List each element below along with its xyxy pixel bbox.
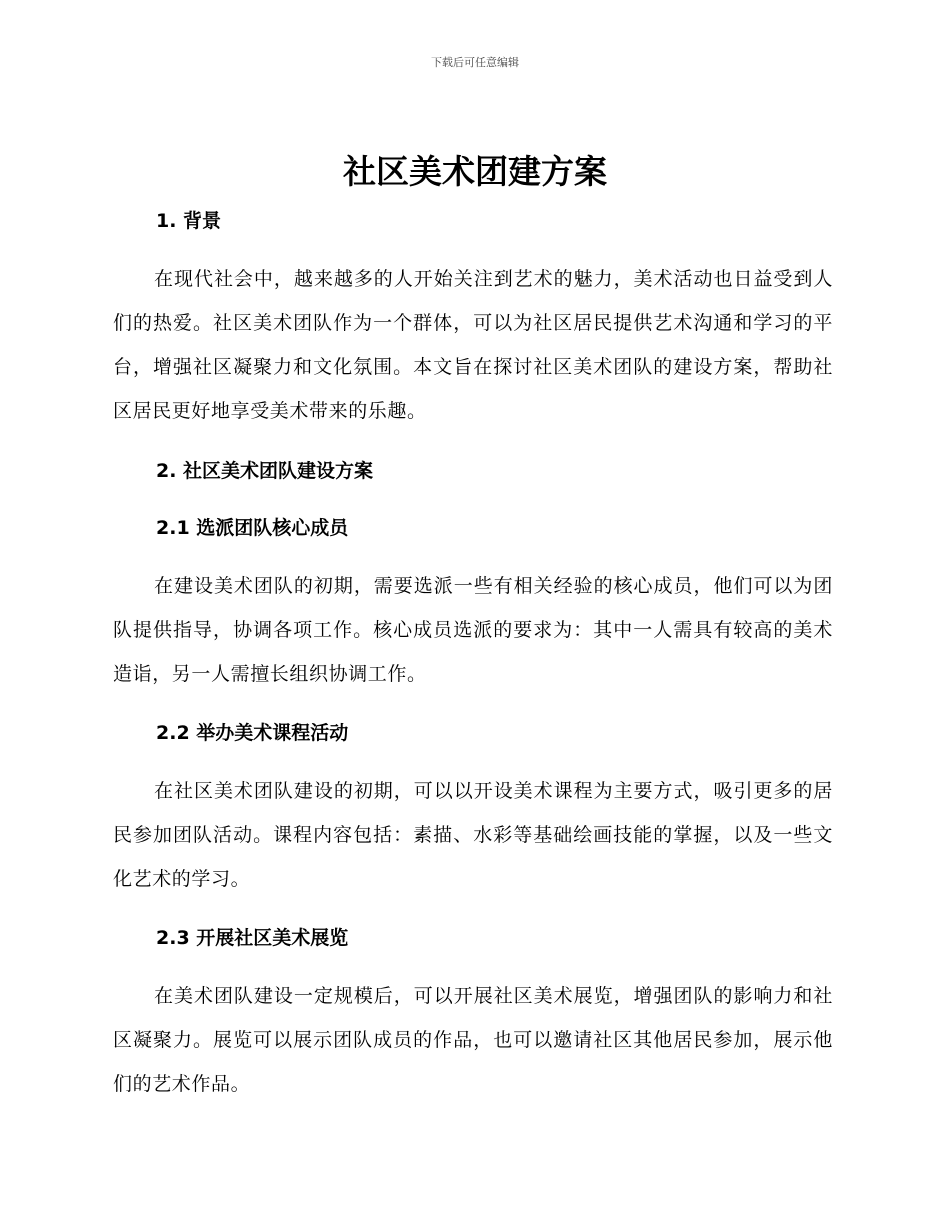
- paragraph-courses: 在社区美术团队建设的初期，可以以开设美术课程为主要方式，吸引更多的居民参加团队活动。课程内容包括：素描、水彩等基础绘画技能的掌握，以及一些文化艺术的学习。: [113, 780, 833, 890]
- document-title: 社区美术团建方案: [343, 152, 607, 191]
- heading-exhibition: 2.3 开展社区美术展览: [156, 927, 349, 949]
- paragraph-background: 在现代社会中，越来越多的人开始关注到艺术的魅力，美术活动也日益受到人们的热爱。社区美术团队作为一个群体，可以为社区居民提供艺术沟通和学习的平台，增强社区凝聚力和文化氛围。本文旨在探讨社区美术团队的建设方案，帮助社区居民更好地享受美术带来的乐趣。: [113, 268, 833, 422]
- heading-background: 1. 背景: [156, 210, 222, 232]
- paragraph-core-members: 在建设美术团队的初期，需要选派一些有相关经验的核心成员，他们可以为团队提供指导，协调各项工作。核心成员选派的要求为：其中一人需具有较高的美术造诣，另一人需擅长组织协调工作。: [113, 575, 833, 685]
- header-note: 下载后可任意编辑: [431, 56, 519, 69]
- paragraph-exhibition: 在美术团队建设一定规模后，可以开展社区美术展览，增强团队的影响力和社区凝聚力。展览可以展示团队成员的作品，也可以邀请社区其他居民参加，展示他们的艺术作品。: [113, 985, 833, 1095]
- heading-plan: 2. 社区美术团队建设方案: [156, 460, 374, 482]
- heading-courses: 2.2 举办美术课程活动: [156, 722, 349, 744]
- heading-core-members: 2.1 选派团队核心成员: [156, 517, 349, 539]
